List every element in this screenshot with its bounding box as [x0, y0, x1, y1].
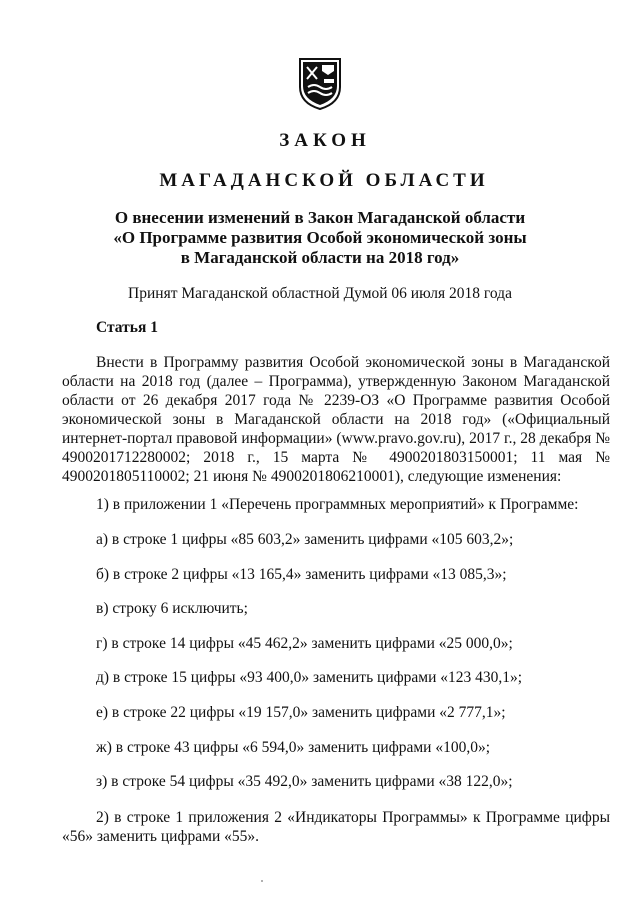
- scan-speck: [261, 880, 263, 882]
- list-item: а) в строке 1 цифры «85 603,2» заменить цифрами «105 603,2»;: [96, 531, 514, 548]
- list-item: е) в строке 22 цифры «19 157,0» заменить цифрами «2 777,1»;: [96, 704, 506, 721]
- item-2-text: 2) в строке 1 приложения 2 «Индикаторы Программы» к Программе цифры «56» заменить цифрами «55».: [62, 809, 610, 845]
- subject-line: «О Программе развития Особой экономической зоны: [113, 228, 527, 247]
- law-subject: [0, 208, 640, 268]
- article-heading: Статья 1: [96, 319, 158, 336]
- list-item: г) в строке 14 цифры «45 462,2» заменить цифрами «25 000,0»;: [96, 635, 513, 652]
- intro-paragraph: Внести в Программу развития Особой экономической зоны в Магаданской области на 2018 год (далее – Программа), утвержденную Законом Магаданской области от 26 декабря 2017 года № 2239-ОЗ «О Программе развития Особой экономической зоны в Магаданской области на 2018 год» («Официальный интернет-портал правовой информации» (www.pravo.gov.ru), 2017 г., 28 декабря № 4900201712280002; 2018 г., 15 марта № 4900201803150001; 11 мая № 4900201805110002; 21 июня № 4900201806210001), следующие изменения:: [62, 354, 610, 485]
- subject-line: в Магаданской области на 2018 год»: [180, 248, 460, 267]
- adoption-line: Принят Магаданской областной Думой 06 июля 2018 года: [128, 285, 512, 302]
- list-item: д) в строке 15 цифры «93 400,0» заменить цифрами «123 430,1»;: [96, 669, 523, 686]
- list-item: з) в строке 54 цифры «35 492,0» заменить цифрами «38 122,0»;: [96, 773, 513, 790]
- region-title: МАГАДАНСКОЙ ОБЛАСТИ: [159, 170, 489, 191]
- item-2-paragraph: [62, 808, 610, 846]
- list-item: ж) в строке 43 цифры «6 594,0» заменить цифрами «100,0»;: [96, 739, 491, 756]
- list-item: б) в строке 2 цифры «13 165,4» заменить цифрами «13 085,3»;: [96, 566, 507, 583]
- subject-line: О внесении изменений в Закон Магаданской области: [114, 208, 526, 227]
- article-intro: [62, 353, 610, 486]
- list-item: 1) в приложении 1 «Перечень программных мероприятий» к Программе:: [96, 496, 579, 513]
- magadan-coat-of-arms-icon: [298, 57, 342, 111]
- law-title: ЗАКОН: [279, 130, 371, 151]
- list-item: в) строку 6 исключить;: [96, 600, 248, 617]
